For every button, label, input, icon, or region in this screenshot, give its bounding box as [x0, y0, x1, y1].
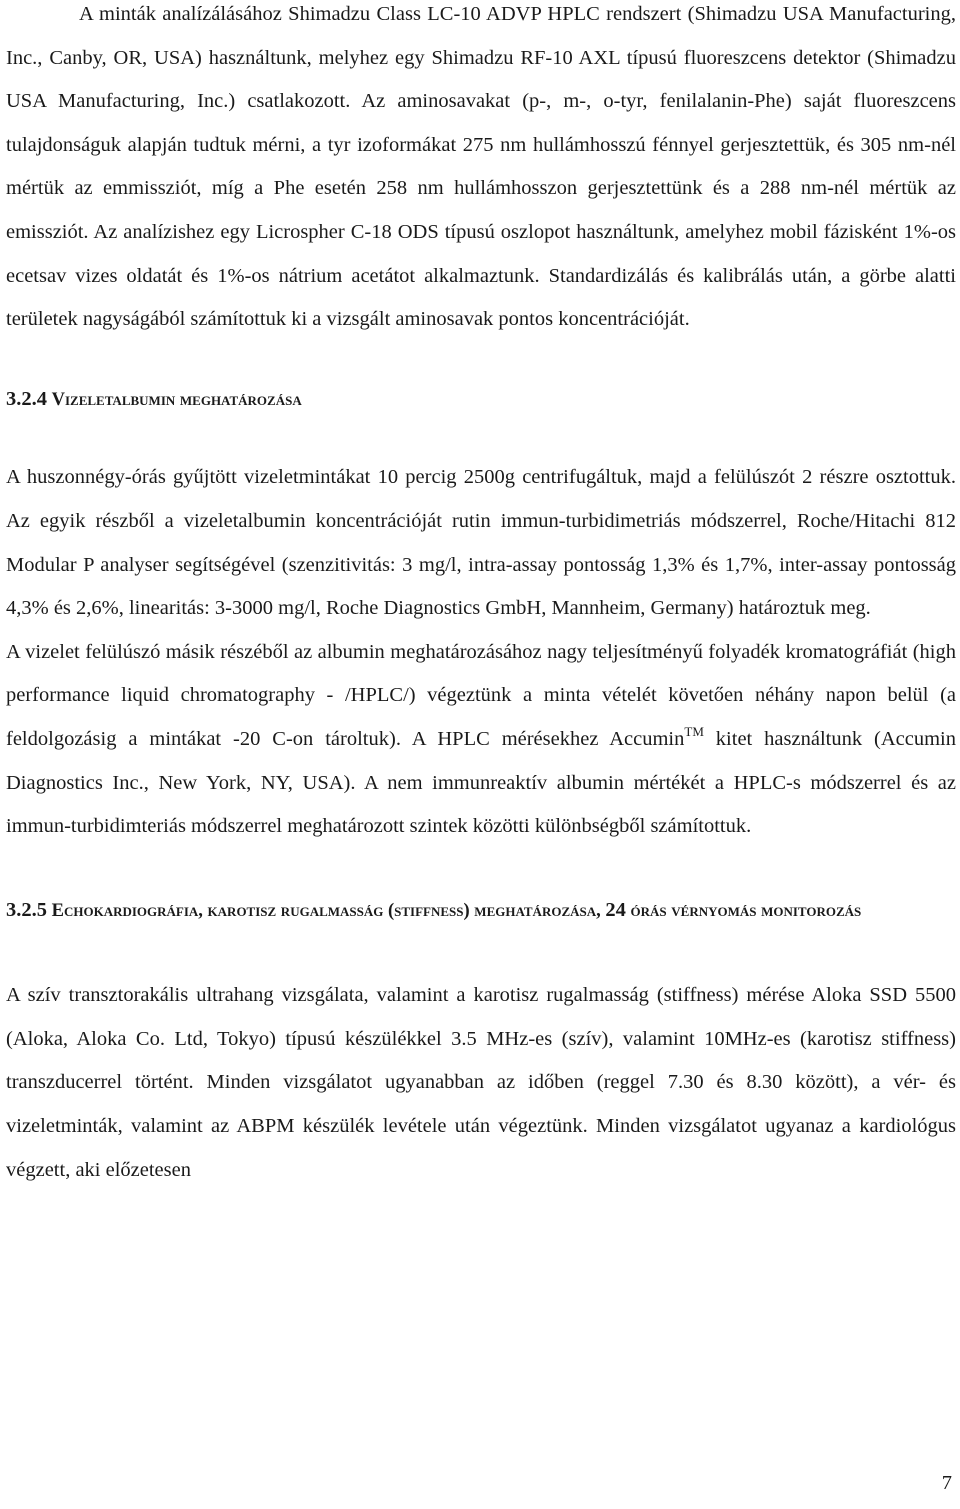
paragraph-urine-albumin: A huszonnégy-órás gyűjtött vizeletmintákat 10 percig 2500g centrifugáltuk, majd a felülúszót 2 részre osztottuk. Az egyik részből a vizeletalbumin koncentrációját rutin immun-turbidimetriás módszerrel, Roche/Hitachi 812 Modular P analyser segítségével (szenzitivitás: 3 mg/l, intra-assay pontosság 1,3% és 1,7%, inter-assay pontosság 4,3% és 2,6%, linearitás: 3-3000 mg/l, Roche Diagnostics GmbH, Mannheim, Germany) határoztuk meg.	[6, 466, 956, 620]
spacer	[6, 849, 956, 889]
section-title: Echokardiográfia, karotisz rugalmasság (stiffness) meghatározása,	[51, 900, 601, 921]
spacer	[6, 422, 956, 456]
section-heading-3-2-4	[6, 378, 956, 423]
section-heading-3-2-5	[6, 889, 956, 934]
paragraph-hplc-albumin	[6, 631, 956, 849]
paragraph-text: A vizelet felülúszó másik részéből az albumin meghatározásához nagy teljesítményű folyadék kromatográfiát (high performance liquid chromatography - /HPLC/) végeztünk a minta vételét követően néhány napon belül (a feldolgozásig a mintákat -20 C-on tároltuk). A HPLC mérésekhez Accumin	[6, 640, 956, 750]
section-title-number: 24	[605, 898, 626, 921]
section-number: 3.2.5	[6, 898, 47, 921]
paragraph-hplc-method: A minták analízálásához Shimadzu Class LC-10 ADVP HPLC rendszert (Shimadzu USA Manufacturing, Inc., Canby, OR, USA) használtunk, melyhez egy Shimadzu RF-10 AXL típusú fluoreszcens detektor (Shimadzu USA Manufacturing, Inc.) csatlakozott. Az aminosavakat (p-, m-, o-tyr, fenilalanin-Phe) saját fluoreszcens tulajdonságuk alapján tudtuk mérni, a tyr izoformákat 275 nm hullámhosszú fénnyel gerjesztettük, és 305 nm-nél mértük az emmissziót, míg a Phe esetén 258 nm hullámhosszon gerjesztettünk és a 288 nm-nél mértük az emissziót. Az analízishez egy Licrospher C-18 ODS típusú oszlopot használtunk, amelyhez mobil fázisként 1%-os ecetsav vizes oldatát és 1%-os nátrium acetátot alkalmaztunk. Standardizálás és kalibrálás után, a görbe alatti területek nagyságából számítottuk ki a vizsgált aminosavak pontos koncentrációját.	[6, 3, 956, 331]
document-page	[6, 0, 956, 1192]
section-title: Vizeletalbumin meghatározása	[51, 389, 302, 410]
trademark-superscript: TM	[684, 723, 704, 739]
section-number: 3.2.4	[6, 387, 47, 410]
spacer	[6, 342, 956, 378]
paragraph-echocardiography: A szív transztorakális ultrahang vizsgálata, valamint a karotisz rugalmasság (stiffness) mérése Aloka SSD 5500 (Aloka, Aloka Co. Ltd, Tokyo) típusú készülékkel 3.5 MHz-es (szív), valamint 10MHz-es (karotisz stiffness) transzducerrel történt. Minden vizsgálatot ugyanabban az időben (reggel 7.30 és 8.30 között), a vér- és vizeletminták, valamint az ABPM készülék levétele után végeztünk. Minden vizsgálatot ugyanaz a kardiológus végzett, aki előzetesen	[6, 984, 956, 1181]
section-title-continued: órás vérnyomás monitorozás	[630, 900, 862, 921]
paragraph-text: kitet használtunk (Accumin Diagnostics Inc., New York, NY, USA). A nem immunreaktív albumin mértékét a HPLC-s módszerrel és az immun-turbidimteriás módszerrel meghatározott szintek közötti különbségből számítottuk.	[6, 727, 956, 838]
page-number: 7	[941, 1472, 952, 1494]
spacer	[6, 933, 956, 974]
